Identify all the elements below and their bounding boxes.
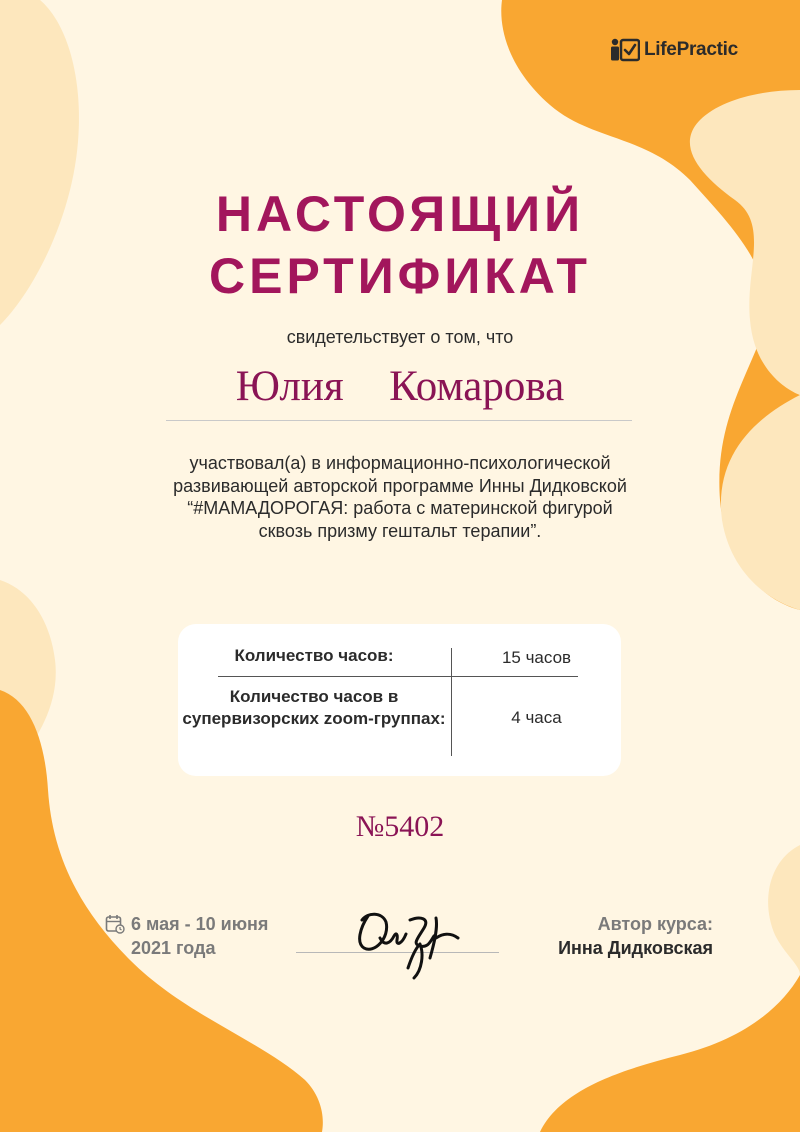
- author-label: Автор курса:: [597, 914, 713, 934]
- dates-line-2: 2021 года: [131, 938, 216, 958]
- hours-card: [178, 624, 621, 776]
- lifepractic-logo-icon: [610, 38, 640, 62]
- bg-blob-bottom-right: [540, 975, 800, 1132]
- logo-text: LifePractic: [644, 39, 738, 60]
- hours-divider-horizontal: [218, 676, 578, 677]
- course-author: [470, 912, 713, 960]
- dates-line-1: 6 мая - 10 июня: [131, 914, 269, 934]
- certificate-number: №5402: [355, 810, 445, 843]
- supervision-hours-value: 4 часа: [511, 708, 562, 727]
- hours-label: Количество часов:: [234, 646, 394, 665]
- title-line-2: СЕРТИФИКАТ: [209, 248, 591, 304]
- title-line-1: НАСТОЯЩИЙ: [215, 186, 585, 242]
- course-dates: [105, 912, 305, 960]
- certifies-text: свидетельствует о том, что: [286, 327, 514, 347]
- signature: [350, 898, 470, 988]
- hours-divider-vertical: [451, 648, 452, 756]
- recipient-name: Юлия Комарова: [235, 363, 565, 410]
- certificate-title: [0, 183, 800, 307]
- calendar-icon: [105, 914, 125, 934]
- hours-value: 15 часов: [501, 648, 572, 667]
- program-description: участвовал(а) в информационно-психологической развивающей авторской программе Инны Дидковской “#МАМАДОРОГАЯ: работа с материнской фигурой сквозь призму гештальт терапии”.: [173, 453, 627, 541]
- logo: [610, 38, 738, 62]
- name-underline: [166, 420, 632, 421]
- supervision-hours-label: Количество часов в супервизорских zoom-группах:: [182, 687, 446, 728]
- bg-blob-bottom-right-pale: [768, 845, 800, 975]
- author-name: Инна Дидковская: [558, 938, 713, 958]
